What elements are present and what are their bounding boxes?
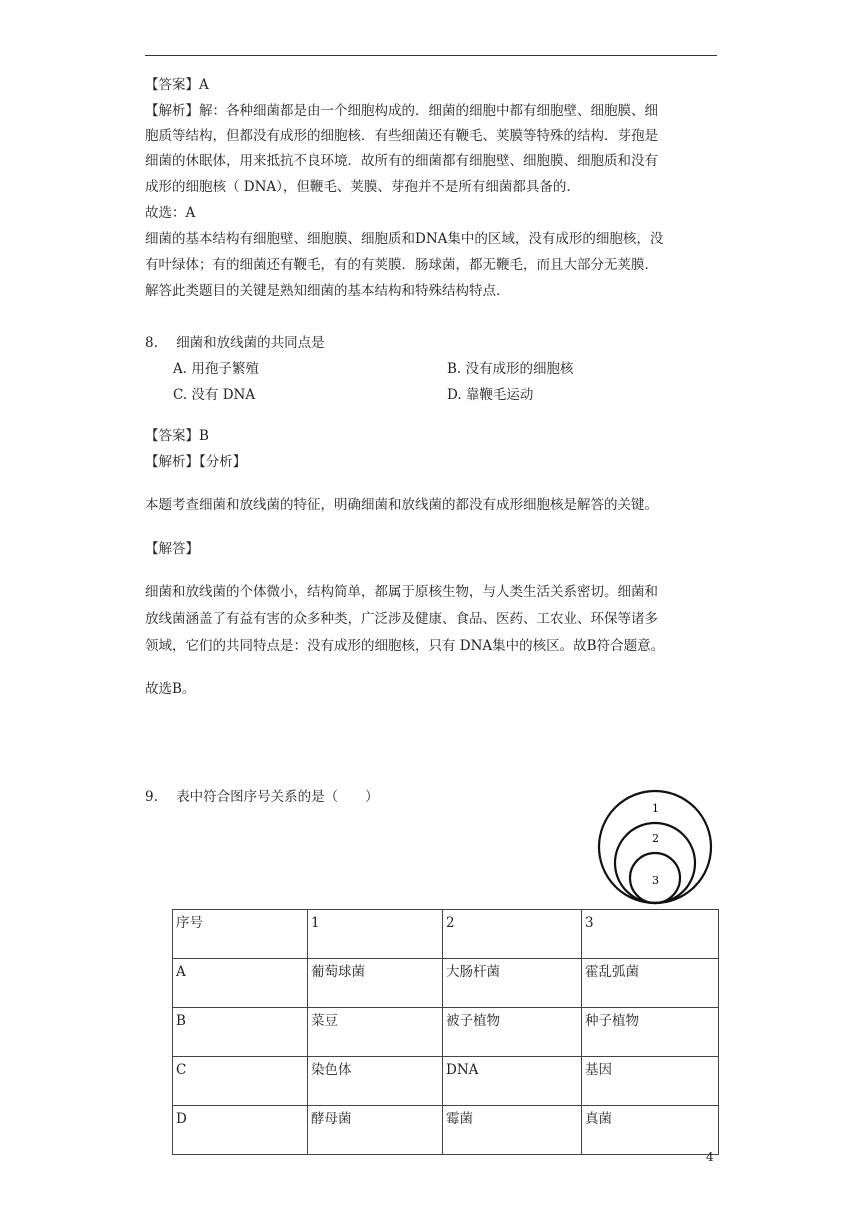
table-cell: 菜豆 — [308, 1008, 443, 1057]
question-8 — [145, 334, 325, 352]
table-row — [173, 959, 719, 1008]
table-cell: 染色体 — [308, 1057, 443, 1106]
table-row — [173, 1106, 719, 1155]
table-cell: 真菌 — [582, 1106, 719, 1155]
table-cell: A — [173, 959, 308, 1008]
circle-label-1: 1 — [652, 802, 659, 815]
option-d: D. 靠鞭毛运动 — [447, 387, 534, 403]
solution-line: 放线菌涵盖了有益有害的众多种类，广泛涉及健康、食品、医药、工农业、环保等诸多 — [145, 611, 658, 627]
table-cell: 酵母菌 — [308, 1106, 443, 1155]
answer-table — [172, 909, 719, 1155]
header-cell: 1 — [308, 910, 443, 959]
header-cell: 3 — [582, 910, 719, 959]
table-cell: DNA — [443, 1057, 582, 1106]
page-number: 4 — [706, 1150, 714, 1164]
question-number: 9. — [145, 789, 158, 805]
table-row — [173, 1057, 719, 1106]
summary-line: 细菌的基本结构有细胞壁、细胞膜、细胞质和DNA集中的区域，没有成形的细胞核，没 — [145, 231, 664, 247]
question-9 — [145, 788, 379, 806]
table-cell: 大肠杆菌 — [443, 959, 582, 1008]
table-cell: 霉菌 — [443, 1106, 582, 1155]
nested-circles-diagram — [590, 782, 720, 912]
analysis-line: 【解析】解：各种细菌都是由一个细胞构成的．细菌的细胞中都有细胞壁、细胞膜、细 — [145, 103, 658, 119]
analysis-text: 本题考查细菌和放线菌的特征，明确细菌和放线菌的都没有成形细胞核是解答的关键。 — [145, 497, 658, 513]
header-rule — [145, 55, 717, 56]
summary-line: 有叶绿体；有的细菌还有鞭毛，有的有荚膜．肠球菌，都无鞭毛，而且大部分无荚膜． — [145, 257, 658, 273]
analysis-head: 【解析】【分析】 — [145, 454, 247, 470]
header-cell: 2 — [443, 910, 582, 959]
table-header-row — [173, 910, 719, 959]
question-stem: 表中符合图序号关系的是（ ） — [176, 789, 379, 805]
answer-line: 【答案】B — [145, 428, 209, 444]
table-cell: C — [173, 1057, 308, 1106]
solution-line: 领域，它们的共同特点是：没有成形的细胞核，只有 DNA集中的核区。故B符合题意。 — [145, 638, 665, 654]
table-cell: 种子植物 — [582, 1008, 719, 1057]
table-cell: 基因 — [582, 1057, 719, 1106]
analysis-line: 胞质等结构，但都没有成形的细胞核．有些细菌还有鞭毛、荚膜等特殊的结构．芽孢是 — [145, 128, 658, 144]
question-stem: 细菌和放线菌的共同点是 — [176, 335, 325, 351]
table-cell: 被子植物 — [443, 1008, 582, 1057]
circle-label-3: 3 — [652, 874, 659, 887]
table-cell: D — [173, 1106, 308, 1155]
solution-line: 细菌和放线菌的个体微小，结构简单，都属于原核生物，与人类生活关系密切。细菌和 — [145, 584, 658, 600]
summary-line: 解答此类题目的关键是熟知细菌的基本结构和特殊结构特点． — [145, 283, 510, 299]
option-a: A. 用孢子繁殖 — [173, 361, 259, 377]
option-c: C. 没有 DNA — [173, 387, 256, 403]
answer-line: 【答案】A — [145, 77, 209, 93]
header-cell: 序号 — [173, 910, 308, 959]
table-cell: B — [173, 1008, 308, 1057]
circle-label-2: 2 — [652, 832, 659, 845]
solution-head: 【解答】 — [145, 541, 199, 557]
table-cell: 葡萄球菌 — [308, 959, 443, 1008]
analysis-line: 细菌的休眠体，用来抵抗不良环境．故所有的细菌都有细胞壁、细胞膜、细胞质和没有 — [145, 153, 658, 169]
choice-line: 故选：A — [145, 205, 196, 221]
question-number: 8. — [145, 335, 158, 351]
option-b: B. 没有成形的细胞核 — [447, 361, 574, 377]
table-row — [173, 1008, 719, 1057]
choice-line: 故选B。 — [145, 681, 196, 697]
table-cell: 霍乱弧菌 — [582, 959, 719, 1008]
analysis-line: 成形的细胞核（ DNA），但鞭毛、荚膜、芽孢并不是所有细菌都具备的． — [145, 179, 580, 195]
